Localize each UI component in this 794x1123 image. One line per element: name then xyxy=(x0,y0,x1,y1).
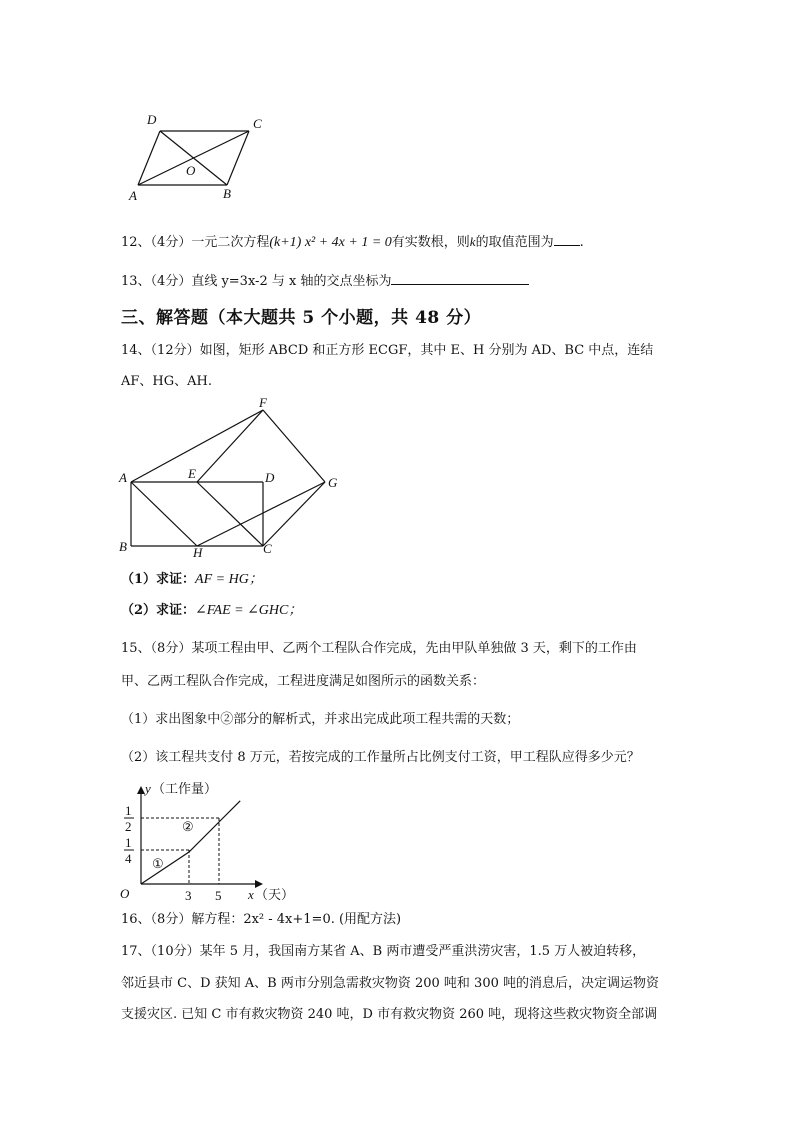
rectangle-square-figure xyxy=(115,398,355,562)
parallelogram-figure xyxy=(120,108,280,208)
q13-text: 13、（4分）直线 y=3x-2 与 x 轴的交点坐标为 xyxy=(121,274,392,289)
q14-line-2: AF、HG、AH. xyxy=(121,374,212,389)
q14-part2-label: （2）求证： xyxy=(121,603,196,618)
q14-part-2 xyxy=(121,602,302,620)
q15-part-1: （1）求出图象中②部分的解析式，并求出完成此项工程共需的天数； xyxy=(121,712,520,727)
label-e: E xyxy=(188,466,196,481)
edge-ef xyxy=(197,410,263,482)
q12-suffix: 的取值范围为 xyxy=(475,235,554,250)
label-f: F xyxy=(259,398,267,410)
y-axis-var: y xyxy=(145,781,151,796)
origin-label: O xyxy=(120,886,130,901)
y-axis-text: （工作量） xyxy=(152,781,218,796)
q12-answer-blank[interactable] xyxy=(554,231,580,246)
label-g: G xyxy=(328,475,338,490)
y-tick-half-num: 1 xyxy=(125,803,132,818)
segment-hg xyxy=(197,482,325,546)
progress-line xyxy=(141,801,240,884)
section-3-heading: 三、解答题（本大题共 5 个小题，共 48 分） xyxy=(121,308,482,328)
edge-cb xyxy=(227,131,249,185)
q12-var: k xyxy=(469,234,476,249)
q12-prefix: 12、（4分）一元二次方程 xyxy=(121,235,270,250)
region-2-label: ② xyxy=(182,819,194,834)
x-tick-3: 3 xyxy=(185,888,192,903)
q14-line-1: 14、（12分）如图，矩形 ABCD 和正方形 ECGF，其中 E、H 分别为 AD、BC 中点，连结 xyxy=(121,343,654,358)
segment-af xyxy=(131,410,263,482)
region-1-label: ① xyxy=(152,856,164,871)
label-a: A xyxy=(119,470,127,485)
q17-line-2: 邻近县市 C、D 获知 A、B 两市分别急需救灾物资 200 吨和 300 吨的消息后，决定调运物资 xyxy=(121,976,659,991)
label-d: D xyxy=(147,112,157,127)
q14-part1-expr: AF = HG； xyxy=(195,572,263,587)
y-tick-quarter-num: 1 xyxy=(125,835,132,850)
label-d: D xyxy=(265,470,275,485)
q15-part-2: （2）该工程共支付 8 万元，若按完成的工作量所占比例支付工资，甲工程队应得多少元？ xyxy=(121,750,640,765)
label-c: C xyxy=(253,116,262,131)
q16-text: 16、（8分）解方程：2x² - 4x+1=0. (用配方法) xyxy=(121,912,402,927)
edge-da xyxy=(138,131,160,185)
question-13 xyxy=(121,270,529,291)
q12-middle: 有实数根，则 xyxy=(391,235,470,250)
q13-answer-blank[interactable] xyxy=(391,270,529,285)
y-axis-arrow xyxy=(137,786,145,794)
label-b: B xyxy=(223,186,231,201)
q15-line-2: 甲、乙两工程队合作完成，工程进度满足如图所示的函数关系： xyxy=(121,674,486,689)
y-tick-quarter-den: 4 xyxy=(125,851,132,866)
label-c: C xyxy=(263,541,272,556)
question-12 xyxy=(121,231,584,252)
q14-part1-label: （1）求证： xyxy=(121,572,196,587)
label-o: O xyxy=(186,163,196,178)
q17-line-1: 17、（10分）某年 5 月，我国南方某省 A、B 两市遭受严重洪涝灾害，1.5 万人被迫转移， xyxy=(121,944,646,959)
edge-ec xyxy=(197,482,263,546)
label-a: A xyxy=(129,188,137,203)
q15-line-1: 15、（8分）某项工程由甲、乙两个工程队合作完成，先由甲队单独做 3 天，剩下的工作由 xyxy=(121,641,637,656)
q14-part-1 xyxy=(121,571,263,589)
label-b: B xyxy=(119,539,127,554)
q17-line-3: 支援灾区. 已知 C 市有救灾物资 240 吨，D 市有救灾物资 260 吨，现将这些救灾物资全部调 xyxy=(121,1007,658,1022)
label-h: H xyxy=(193,545,203,560)
x-axis-var: x xyxy=(248,887,254,902)
q14-part2-expr: ∠FAE = ∠GHC； xyxy=(195,603,303,618)
x-tick-5: 5 xyxy=(215,888,222,903)
y-tick-half-den: 2 xyxy=(125,819,132,834)
x-axis-text: （天） xyxy=(255,887,295,902)
segment-ah xyxy=(131,482,197,546)
edge-gc xyxy=(263,482,325,546)
q12-end: . xyxy=(579,235,584,250)
q12-equation: (k+1) x² + 4x + 1 = 0 xyxy=(269,235,392,250)
work-progress-chart xyxy=(115,780,305,905)
